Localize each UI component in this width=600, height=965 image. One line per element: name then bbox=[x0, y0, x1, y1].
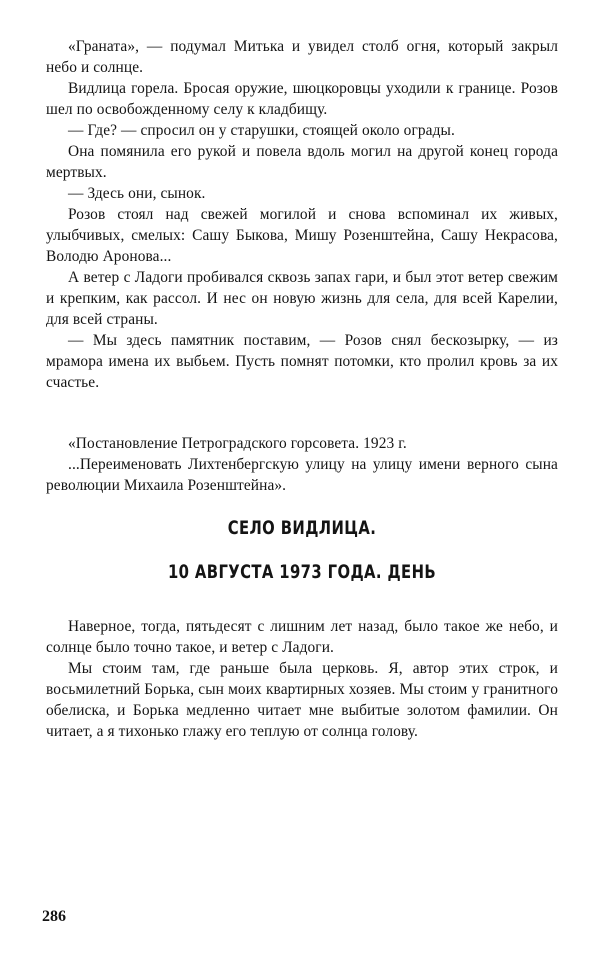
paragraph: Мы стоим там, где раньше была церковь. Я, автор этих строк, и восьмилетний Борька, сын моих квартирных хозяев. Мы стоим у гранитного обелиска, и Борька медленно читает мне выбитые золотом фамилии. Он читает, а я тихонько глажу его теплую от солнца голову. bbox=[46, 660, 558, 740]
page-number: 286 bbox=[42, 908, 66, 925]
chapter-heading-line1: СЕЛО ВИДЛИЦА. bbox=[227, 517, 377, 539]
chapter-heading bbox=[46, 506, 558, 594]
page-content bbox=[46, 36, 558, 742]
paragraph: Она помянила его рукой и повела вдоль могил на другой конец города мертвых. bbox=[46, 143, 558, 181]
paragraph: Розов стоял над свежей могилой и снова вспоминал их живых, улыбчивых, смелых: Сашу Быкова, Мишу Розенштейна, Сашу Некрасова, Володю Аронова... bbox=[46, 206, 558, 265]
narrative-section bbox=[46, 36, 558, 393]
decree-quote bbox=[46, 433, 558, 496]
paragraph: — Здесь они, сынок. bbox=[68, 185, 206, 202]
paragraph: Наверное, тогда, пятьдесят с лишним лет назад, было такое же небо, и солнце было точно такое, и ветер с Ладоги. bbox=[46, 618, 558, 656]
paragraph: — Мы здесь памятник поставим, — Розов снял бескозырку, — из мрамора имена их выбьем. Пусть помнят потомки, кто пролил кровь за их счастье. bbox=[46, 332, 558, 391]
chapter-section bbox=[46, 616, 558, 742]
chapter-heading-line2: 10 АВГУСТА 1973 ГОДА. ДЕНЬ bbox=[167, 561, 437, 583]
paragraph: «Граната», — подумал Митька и увидел столб огня, который закрыл небо и солнце. bbox=[46, 38, 558, 76]
paragraph: Видлица горела. Бросая оружие, шюцкоровцы уходили к границе. Розов шел по освобожденному селу к кладбищу. bbox=[46, 80, 558, 118]
paragraph: — Где? — спросил он у старушки, стоящей около ограды. bbox=[68, 122, 455, 139]
decree-title: «Постановление Петроградского горсовета. 1923 г. bbox=[68, 435, 407, 452]
paragraph: А ветер с Ладоги пробивался сквозь запах гари, и был этот ветер свежим и крепким, как рассол. И нес он новую жизнь для села, для всей Карелии, для всей страны. bbox=[46, 269, 558, 328]
decree-text: ...Переименовать Лихтенбергскую улицу на улицу имени верного сына революции Михаила Розенштейна». bbox=[46, 456, 558, 494]
